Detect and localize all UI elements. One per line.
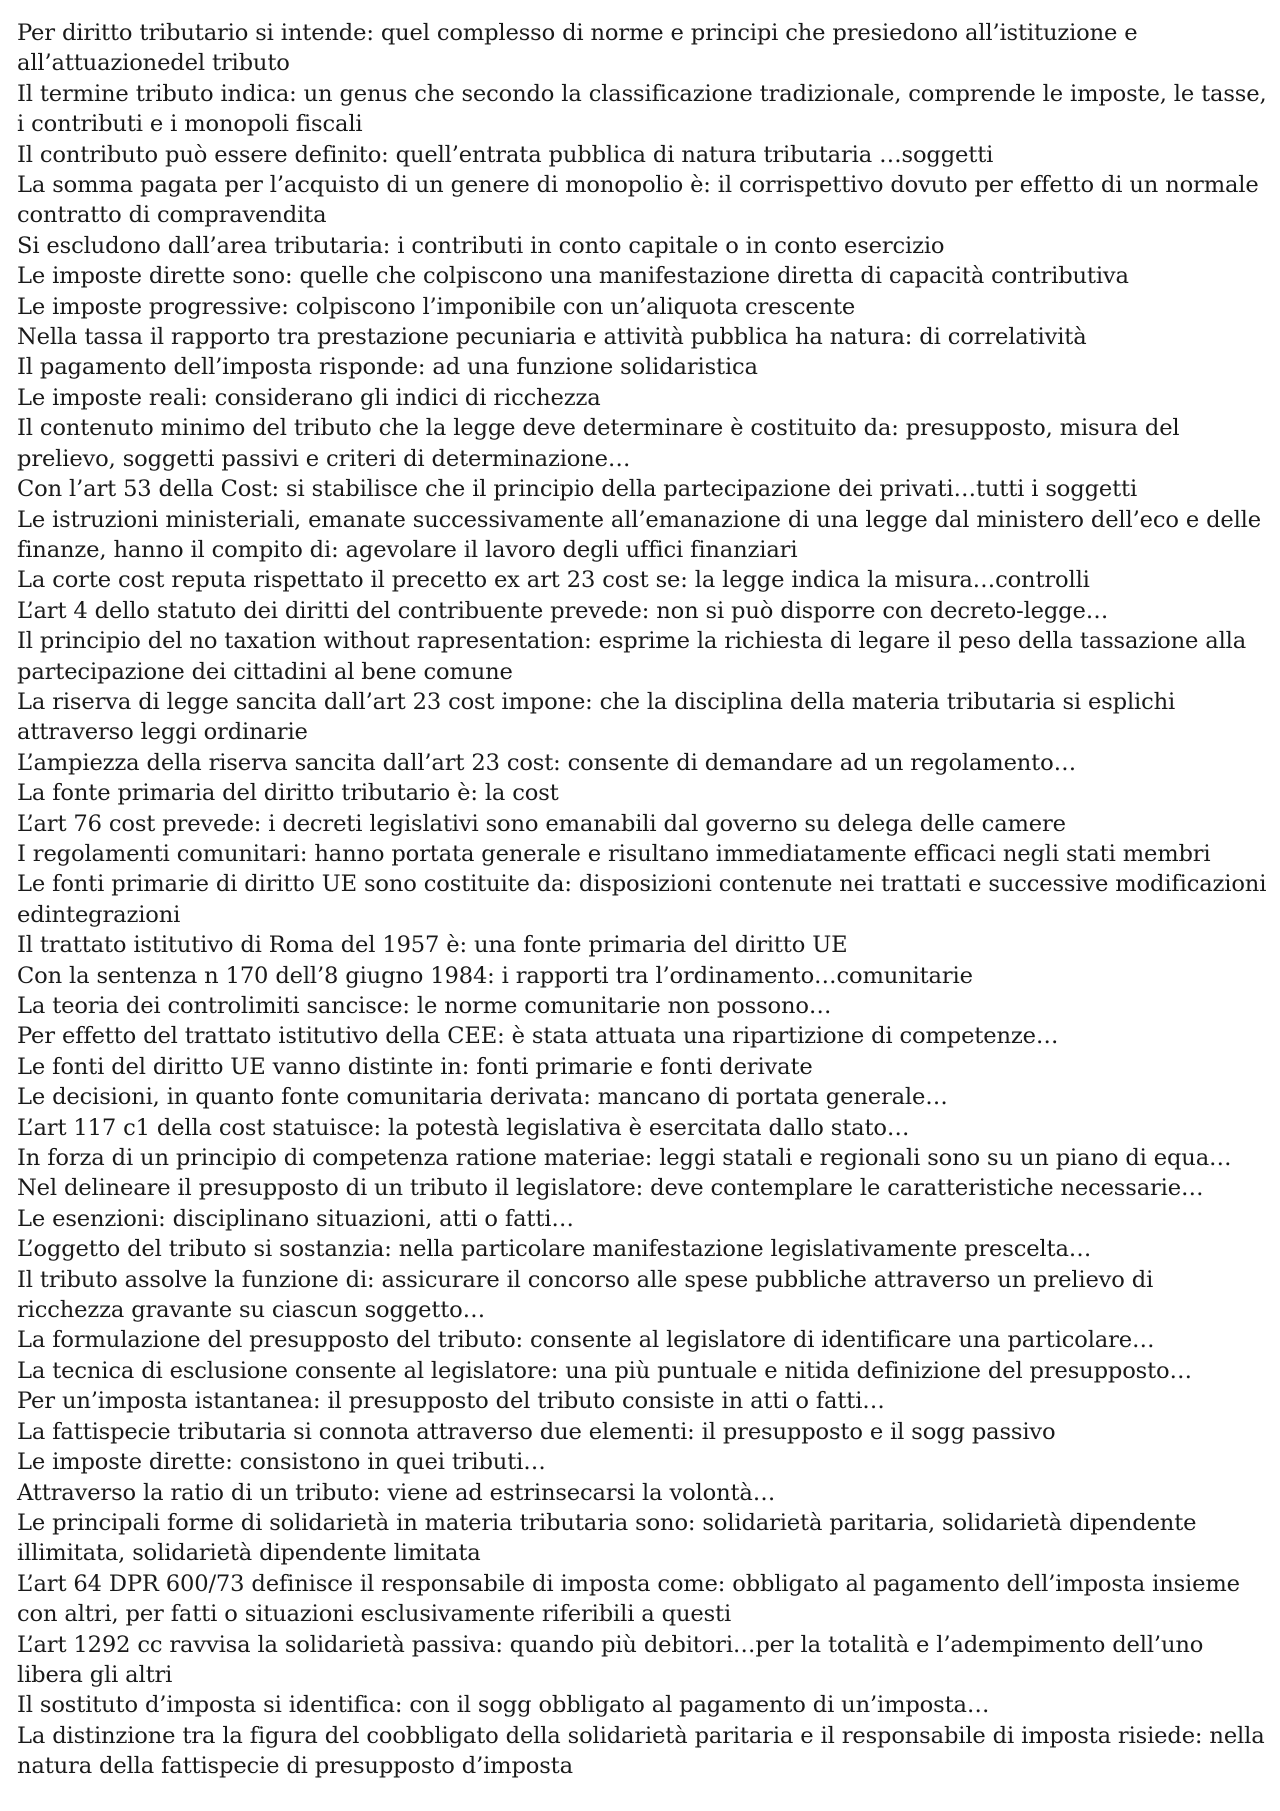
text-line: Il principio del no taxation without rapresentation: esprime la richiesta di legare il peso della tassazione alla partecipazione dei cittadini al bene comune — [17, 628, 1247, 685]
text-line: Il termine tributo indica: un genus che secondo la classificazione tradizionale, comprende le imposte, le tasse, i contributi e i monopoli fiscali — [17, 80, 1267, 138]
text-line: La corte cost reputa rispettato il precetto ex art 23 cost se: la legge indica la misura…controlli — [17, 567, 1090, 594]
text-line: Le esenzioni: disciplinano situazioni, atti o fatti… — [17, 1205, 574, 1232]
document-body — [17, 18, 1267, 1782]
text-line: Le imposte reali: considerano gli indici di ricchezza — [17, 384, 601, 411]
text-line: Le decisioni, in quanto fonte comunitaria derivata: mancano di portata generale… — [17, 1084, 948, 1111]
text-line: Il contenuto minimo del tributo che la legge deve determinare è costituito da: presupposto, misura del prelievo, soggetti passivi e criteri di determinazione… — [17, 415, 1180, 472]
text-line: La somma pagata per l’acquisto di un genere di monopolio è: il corrispettivo dovuto per effetto di un normale contratto di compravendita — [17, 172, 1259, 229]
text-line: Per diritto tributario si intende: quel complesso di norme e principi che presiedono all’istituzione e all’attuazionedel tributo — [17, 20, 1138, 77]
text-line: Attraverso la ratio di un tributo: viene ad estrinsecarsi la volontà… — [17, 1479, 776, 1506]
text-line: La riserva di legge sancita dall’art 23 cost impone: che la disciplina della materia tributaria si esplichi attraverso leggi ordinarie — [17, 688, 1176, 746]
text-line: La fattispecie tributaria si connota attraverso due elementi: il presupposto e il sogg passivo — [17, 1418, 1056, 1445]
text-line: Le istruzioni ministeriali, emanate successivamente all’emanazione di una legge dal ministero dell’eco e delle finanze, hanno il compito di: agevolare il lavoro degli uffici finanziari — [17, 506, 1261, 563]
text-line: Le fonti primarie di diritto UE sono costituite da: disposizioni contenute nei trattati e successive modificazioni edintegrazioni — [17, 871, 1267, 928]
text-line: I regolamenti comunitari: hanno portata generale e risultano immediatamente efficaci negli stati membri — [17, 840, 1211, 867]
text-line: Per effetto del trattato istitutivo della CEE: è stata attuata una ripartizione di competenze… — [17, 1023, 1059, 1050]
text-line: Le fonti del diritto UE vanno distinte in: fonti primarie e fonti derivate — [17, 1053, 813, 1080]
text-line: La teoria dei controlimiti sancisce: le norme comunitarie non possono… — [17, 993, 832, 1019]
text-line: La fonte primaria del diritto tributario è: la cost — [17, 780, 559, 807]
text-line: Con l’art 53 della Cost: si stabilisce che il principio della partecipazione dei privati…tutti i soggetti — [17, 476, 1138, 503]
text-line: L’ampiezza della riserva sancita dall’art 23 cost: consente di demandare ad un regolamento… — [17, 749, 1077, 776]
text-line: L’art 76 cost prevede: i decreti legislativi sono emanabili dal governo su delega delle camere — [17, 810, 1066, 837]
text-line: La formulazione del presupposto del tributo: consente al legislatore di identificare una particolare… — [17, 1327, 1155, 1354]
text-line: Nella tassa il rapporto tra prestazione pecuniaria e attività pubblica ha natura: di correlatività — [17, 324, 1087, 351]
text-line: L’oggetto del tributo si sostanzia: nella particolare manifestazione legislativamente prescelta… — [17, 1236, 1092, 1263]
text-line: Il contributo può essere definito: quell’entrata pubblica di natura tributaria …soggetti — [17, 141, 994, 168]
text-line: Per un’imposta istantanea: il presupposto del tributo consiste in atti o fatti… — [17, 1388, 885, 1415]
text-line: L’art 64 DPR 600/73 definisce il responsabile di imposta come: obbligato al pagamento dell’imposta insieme con altri, per fatti o situazioni esclusivamente riferibili a questi — [17, 1570, 1240, 1628]
text-line: L’art 4 dello statuto dei diritti del contribuente prevede: non si può disporre con decreto-legge… — [17, 597, 1109, 624]
text-line: La tecnica di esclusione consente al legislatore: una più puntuale e nitida definizione del presupposto… — [17, 1357, 1192, 1384]
text-line: Con la sentenza n 170 dell’8 giugno 1984: i rapporti tra l’ordinamento…comunitarie — [17, 962, 973, 989]
text-line: Le imposte progressive: colpiscono l’imponibile con un’aliquota crescente — [17, 293, 856, 320]
text-line: Si escludono dall’area tributaria: i contributi in conto capitale o in conto esercizio — [17, 232, 945, 259]
text-line: Il trattato istitutivo di Roma del 1957 è: una fonte primaria del diritto UE — [17, 932, 848, 959]
text-line: Le imposte dirette: consistono in quei tributi… — [17, 1449, 546, 1476]
text-line: Le imposte dirette sono: quelle che colpiscono una manifestazione diretta di capacità contributiva — [17, 263, 1129, 290]
text-line: L’art 1292 cc ravvisa la solidarietà passiva: quando più debitori…per la totalità e l’adempimento dell’uno libera gli altri — [17, 1631, 1204, 1688]
text-line: Le principali forme di solidarietà in materia tributaria sono: solidarietà paritaria, solidarietà dipendente illimitata, solidarietà dipendente limitata — [17, 1509, 1197, 1567]
text-line: Il pagamento dell’imposta risponde: ad una funzione solidaristica — [17, 354, 758, 381]
text-line: L’art 117 c1 della cost statuisce: la potestà legislativa è esercitata dallo stato… — [17, 1114, 910, 1141]
text-line: Il tributo assolve la funzione di: assicurare il concorso alle spese pubbliche attraverso un prelievo di ricchezza gravante su ciascun soggetto… — [17, 1266, 1154, 1324]
text-line: In forza di un principio di competenza ratione materiae: leggi statali e regionali sono su un piano di equa… — [17, 1145, 1232, 1172]
text-line: La distinzione tra la figura del coobbligato della solidarietà paritaria e il responsabile di imposta risiede: nella natura della fattispecie di presupposto d’imposta — [17, 1722, 1265, 1780]
text-line: Nel delineare il presupposto di un tributo il legislatore: deve contemplare le caratteristiche necessarie… — [17, 1175, 1204, 1202]
text-line: Il sostituto d’imposta si identifica: con il sogg obbligato al pagamento di un’imposta… — [17, 1692, 990, 1719]
